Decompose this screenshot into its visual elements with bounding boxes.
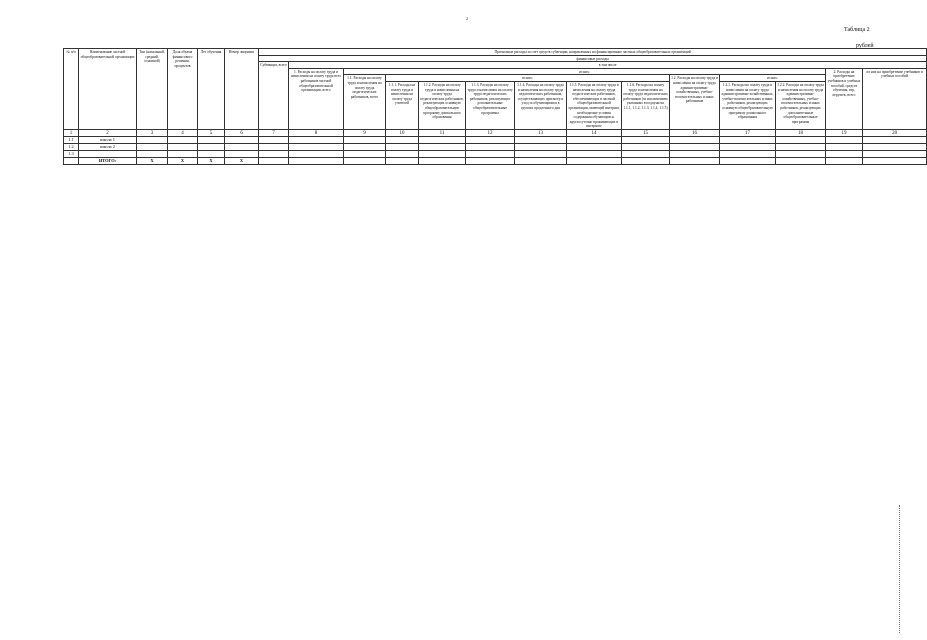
header-name: Наименование частной общеобразовательной организации (79, 49, 137, 130)
header-c1: 1. Расходы на оплату труда и начисления на оплату труда всех работников частной общеобразовательной организации, всего (289, 68, 344, 129)
header-total: Субвенция, всего (259, 62, 289, 130)
header-c122: 1.2.2. Расходы на оплату труда и начисления на оплату труда административно-хозяйственных, учебно-вспомогательных и иных работников, реализующих дополнительные общеобразовательные программы (776, 81, 826, 129)
col-number: 3 (137, 129, 168, 136)
total-x: X (168, 157, 198, 164)
col-number: 8 (289, 129, 344, 136)
header-c111: 1.1.1. Расходы на оплату труда и начисления на оплату труда учителей (386, 81, 419, 129)
table-label: Таблица 2 (844, 27, 870, 33)
col-number: 20 (863, 129, 927, 136)
header-in-that: в том числе (289, 62, 927, 69)
table-row (64, 136, 927, 143)
col-number: 9 (344, 129, 386, 136)
col-number: 11 (419, 129, 466, 136)
total-row (64, 157, 927, 164)
header-c115: 1.1.5. Расходы на оплату труда и начисления на оплату труда педагогических работников, обеспечивающих в частной общеобразовательной организации, имеющей интернат, необходимые условия содержания обучающихся, круглосуточно проживающих в интернате (568, 82, 620, 129)
row-no: 1.1 (64, 136, 79, 143)
row-no: 1.3 (64, 150, 79, 157)
row-name: школа 1 (79, 136, 137, 143)
total-x: X (198, 157, 225, 164)
header-c121: 1.2.1. Расходы на оплату труда и начисления на оплату труда административно-хозяйственных, учебно-вспомогательных и иных работников, реализующих основную общеобразовательную программу дошкольного образования (720, 81, 776, 129)
page-number: 2 (466, 16, 468, 21)
row-name (79, 150, 137, 157)
header-of-them: из них: (344, 68, 826, 75)
col-number: 1 (64, 129, 79, 136)
header-c2: 2. Расходы на приобретение учебников и учебных пособий, средств обучения, игр, игрушек, всего (826, 68, 863, 129)
header-shares: Доля объема финансового решения, процентов (168, 49, 198, 130)
header-top-title: Прогнозные расходы за счет средств субвенции, направленных на финансирование частных общеобразовательных организаций (259, 49, 927, 56)
header-fin-row: финансовые расходы (259, 55, 927, 62)
row-no: 1.2 (64, 143, 79, 150)
table-row (64, 143, 927, 150)
header-license: Номер лицензии (225, 49, 259, 130)
header-no: № п/п (64, 49, 79, 130)
col-number: 2 (79, 129, 137, 136)
col-number: 10 (386, 129, 419, 136)
col-number: 16 (670, 129, 720, 136)
header-c112: 1.1.2. Расходы на оплату труда и начисления на оплату труда педагогических работников, реализующих основную общеобразовательную программу дошкольного образования (419, 81, 466, 129)
header-of-them-3: из них: (720, 75, 826, 82)
scan-edge-divider (899, 505, 901, 633)
col-number: 4 (168, 129, 198, 136)
header-c114: 1.1.4. Расходы на оплату труда и начисления на оплату труда педагогических работников, осуществляющих присмотр и уход за обучающимися в группах продленного дня (515, 81, 567, 129)
table-row (64, 150, 927, 157)
unit-label: рублей (856, 43, 874, 49)
col-number: 12 (466, 129, 515, 136)
col-number: 14 (567, 129, 622, 136)
header-c21: из них на приобретение учебников и учебных пособий (863, 68, 927, 129)
col-number: 19 (826, 129, 863, 136)
header-of-them-2: из них: (386, 75, 670, 82)
header-c113: 1.1.3. Расходы на оплату труда и начисления на оплату труда педагогических работников, реализующих дополнительные общеобразовательные программы (466, 81, 515, 129)
total-x: X (137, 157, 168, 164)
col-number: 7 (259, 129, 289, 136)
total-label: ИТОГО: (79, 157, 137, 164)
col-number: 18 (776, 129, 826, 136)
col-number: 6 (225, 129, 259, 136)
total-x: X (225, 157, 259, 164)
col-number: 15 (622, 129, 670, 136)
header-type: Тип (начальный, средний, основной) (137, 49, 168, 130)
col-number: 5 (198, 129, 225, 136)
header-count: Лет обучения (198, 49, 225, 130)
header-c116: 1.1.6. Расходы на оплату труда и начисления на оплату труда педагогических работников (за исключением указанных в подпунктах 1.1.1, 1.1.2, 1.1.3, 1.1.4, 1.1.5) (622, 81, 670, 129)
header-c12: 1.2. Расходы на оплату труда и начисления на оплату труда административно-хозяйственных, учебно-вспомогательных и иных работников (670, 75, 720, 130)
col-number: 13 (515, 129, 567, 136)
col-number: 17 (720, 129, 776, 136)
column-numbers-row (64, 129, 927, 136)
row-name: школа 2 (79, 143, 137, 150)
subvention-table (63, 48, 927, 165)
header-c11: 1.1. Расходы на оплату труда и начисления на оплату труда педагогических работников, всего (344, 75, 386, 130)
